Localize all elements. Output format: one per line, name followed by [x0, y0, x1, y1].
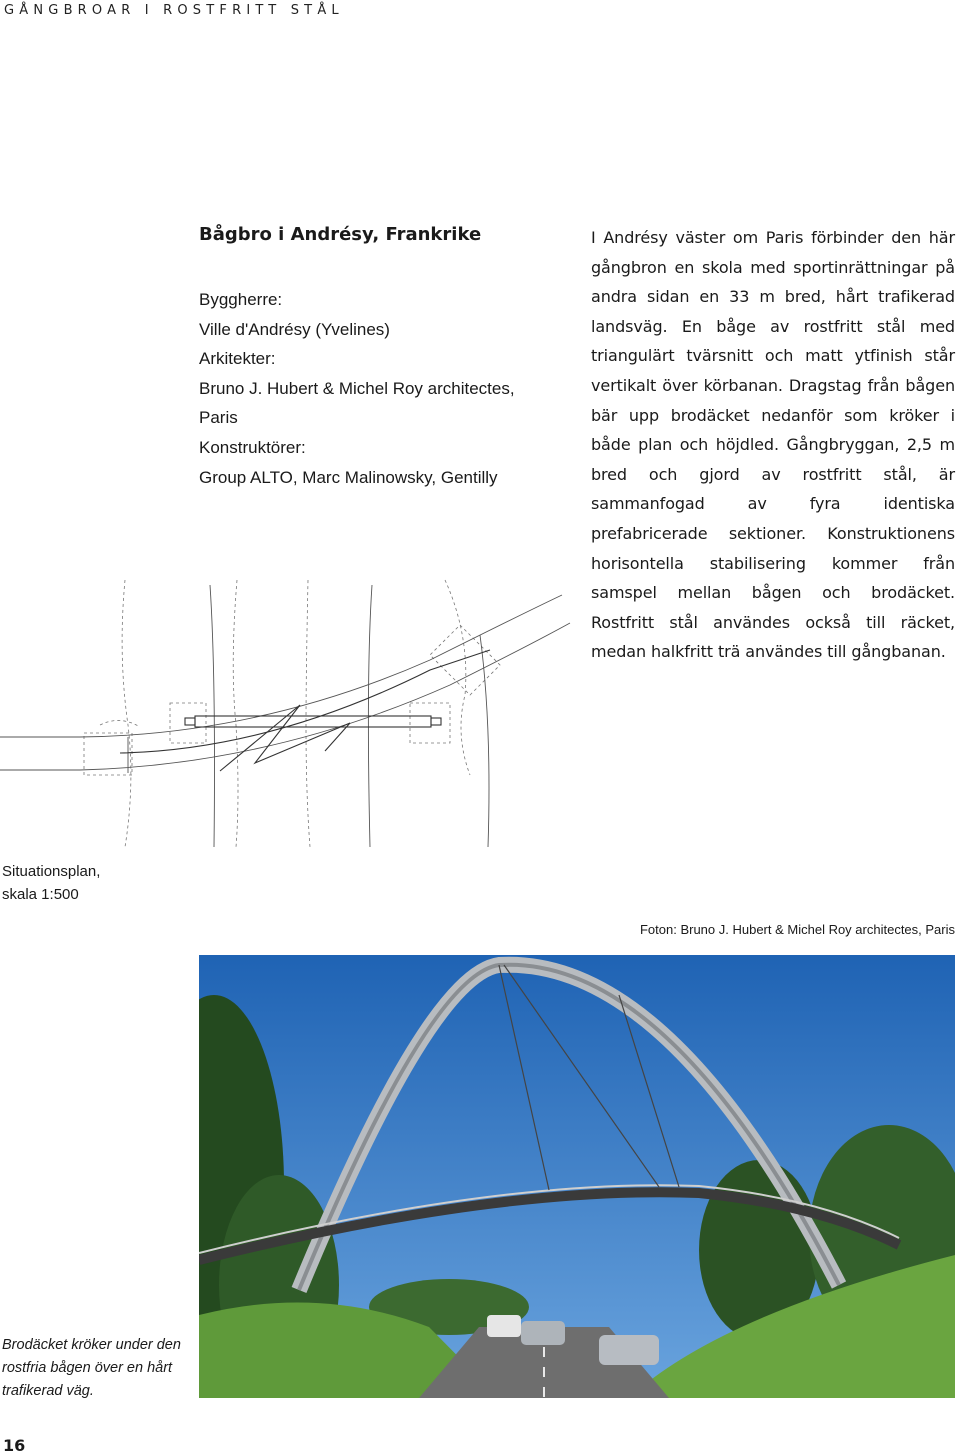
- project-title: Bågbro i Andrésy, Frankrike: [199, 224, 482, 245]
- caption-line: skala 1:500: [2, 886, 79, 903]
- project-credits: [199, 285, 569, 492]
- site-plan-drawing: [0, 575, 600, 850]
- credit-line: Arkitekter:: [199, 349, 276, 369]
- running-header: GÅNGBROAR I ROSTFRITT STÅL: [4, 3, 344, 18]
- bridge-photo: [199, 955, 955, 1398]
- credit-line: Konstruktörer:: [199, 437, 306, 457]
- photo-credit: Foton: Bruno J. Hubert & Michel Roy architectes, Paris: [639, 922, 955, 937]
- body-paragraph: I Andrésy väster om Paris förbinder den här gångbron en skola med sportinrättningar på andra sidan en 33 m bred, hårt trafikerad landsväg. En båge av rostfritt stål med triangulärt tvärsnitt och matt ytfinish står vertikalt över körbanan. Dragstag från bågen bär upp brodäcket nedanför som kröker i både plan och höjdled. Gångbryggan, 2,5 m bred och gjord av rostfritt stål, är sammanfogad av fyra identiska prefabricerade sektioner. Konstruktionens horisontella stabilisering kommer från samspel mellan bågen och brodäcket. Rostfritt stål användes också till räcket, medan halkfritt trä användes till gångbanan.: [591, 228, 955, 662]
- body-text: [591, 223, 955, 667]
- credit-line: Byggherre:: [199, 290, 283, 309]
- caption-line: Situationsplan,: [2, 863, 101, 880]
- page-number: 16: [3, 1436, 26, 1455]
- credit-line: Paris: [199, 408, 238, 428]
- plan-bridge-deck: [120, 650, 490, 771]
- credit-line: Bruno J. Hubert & Michel Roy architectes,: [199, 378, 515, 398]
- plan-dashed-outlines: [84, 580, 500, 847]
- site-plan-caption: [2, 860, 100, 906]
- credit-line: Ville d'Andrésy (Yvelines): [199, 319, 390, 339]
- photo-caption: Brodäcket kröker under den rostfria bågen över en hårt trafikerad väg.: [2, 1337, 181, 1399]
- credit-line: Group ALTO, Marc Malinowsky, Gentilly: [199, 467, 498, 487]
